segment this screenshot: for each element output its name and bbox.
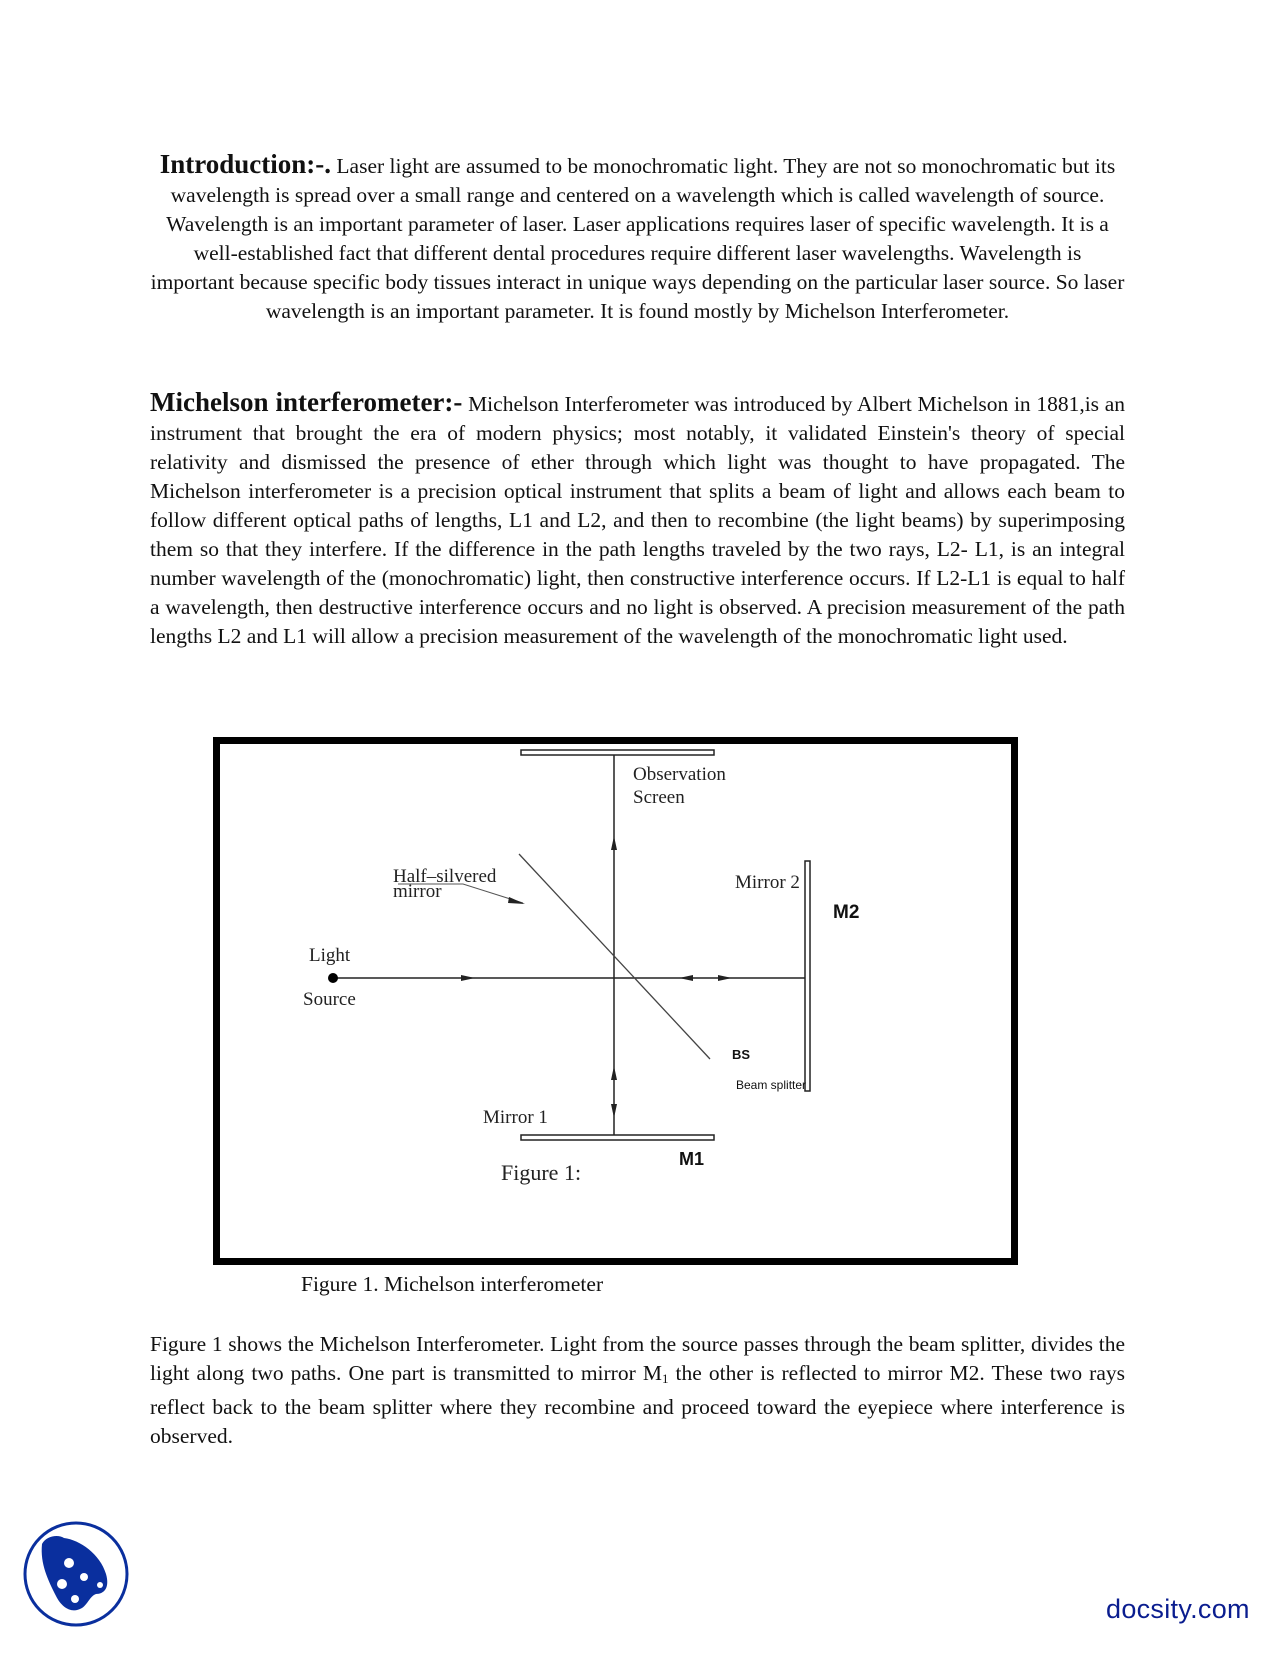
label-figure-1-inner: Figure 1: — [501, 1160, 582, 1185]
introduction-heading: Introduction:-. — [159, 149, 332, 179]
mirror-1 — [521, 1135, 714, 1140]
description-text-a: Figure 1 shows the Michelson Interferometer. Light from the source passes through the beam splitter, divides the light along two paths. One part is transmitted to mirror M — [150, 1332, 1125, 1385]
arrow-left-icon — [679, 975, 693, 981]
figure-description-section — [150, 1330, 1125, 1451]
arrow-up-icon — [611, 1066, 617, 1080]
label-mirror-2: Mirror 2 — [735, 872, 800, 893]
arrow-right-icon — [461, 975, 475, 981]
arrow-right-icon — [718, 975, 732, 981]
figure-description-paragraph — [150, 1330, 1125, 1451]
michelson-text: Michelson Interferometer was introduced by Albert Michelson in 1881,is an instrument that brought the era of modern physics; most notably, it validated Einstein's theory of special relativity and dismissed the presence of ether through which light was thought to have propagated. The Michelson interferometer is a precision optical instrument that splits a beam of light and allows each beam to follow different optical paths of lengths, L1 and L2, and then to recombine (the light beams) by superimposing them so that they interfere. If the difference in the path lengths traveled by the two rays, L2- L1, is an integral number wavelength of the (monochromatic) light, then constructive interference occurs. If L2-L1 is equal to half a wavelength, then destructive interference occurs and no light is observed. A precision measurement of the path lengths L2 and L1 will allow a precision measurement of the wavelength of the monochromatic light used. — [150, 392, 1126, 648]
label-half-silvered: Half–silvered — [393, 866, 497, 887]
label-source: Source — [303, 989, 356, 1010]
label-mirror-1: Mirror 1 — [483, 1107, 548, 1128]
figure-caption: Figure 1. Michelson interferometer — [301, 1272, 604, 1296]
mirror-2 — [805, 861, 810, 1091]
michelson-heading: Michelson interferometer:- — [150, 387, 463, 417]
label-bs: BS — [732, 1047, 751, 1062]
observation-screen-mirror — [521, 750, 714, 755]
label-beam-splitter: Beam splitter — [736, 1078, 807, 1092]
label-m1: M1 — [679, 1149, 705, 1169]
label-m2: M2 — [833, 902, 860, 923]
introduction-section — [150, 150, 1125, 326]
michelson-paragraph — [150, 388, 1125, 651]
label-mirror: mirror — [393, 881, 442, 902]
docsity-logo-icon[interactable] — [20, 1518, 132, 1630]
label-light: Light — [309, 945, 351, 966]
docsity-brand-link[interactable]: docsity.com — [1106, 1594, 1250, 1624]
interferometer-diagram — [213, 737, 1018, 1265]
pointer-arrow-icon — [508, 897, 525, 904]
light-source-dot — [328, 973, 338, 983]
arrow-up-icon — [611, 836, 617, 850]
arrow-down-icon — [611, 1104, 617, 1118]
introduction-text: Laser light are assumed to be monochromatic light. They are not so monochromatic but its wavelength is spread over a small range and centered on a wavelength which is called wavelength of source. Wavelength is an important parameter of laser. Laser applications requires laser of specific wavelength. It is a well-established fact that different dental procedures require different laser wavelengths. Wavelength is important because specific body tissues interact in unique ways depending on the particular laser source. So laser wavelength is an important parameter. It is found mostly by Michelson Interferometer. — [150, 154, 1125, 323]
michelson-section — [150, 388, 1125, 651]
introduction-paragraph — [150, 150, 1125, 326]
label-observation: Observation — [633, 764, 726, 785]
figure-1-frame — [213, 737, 1018, 1265]
description-text-b: the other is reflected to mirror M2. These two rays reflect back to the beam splitter where they recombine and proceed toward the eyepiece where interference is observed. — [150, 1361, 1125, 1448]
subscript-1: 1 — [661, 1371, 669, 1386]
label-screen: Screen — [633, 787, 685, 808]
